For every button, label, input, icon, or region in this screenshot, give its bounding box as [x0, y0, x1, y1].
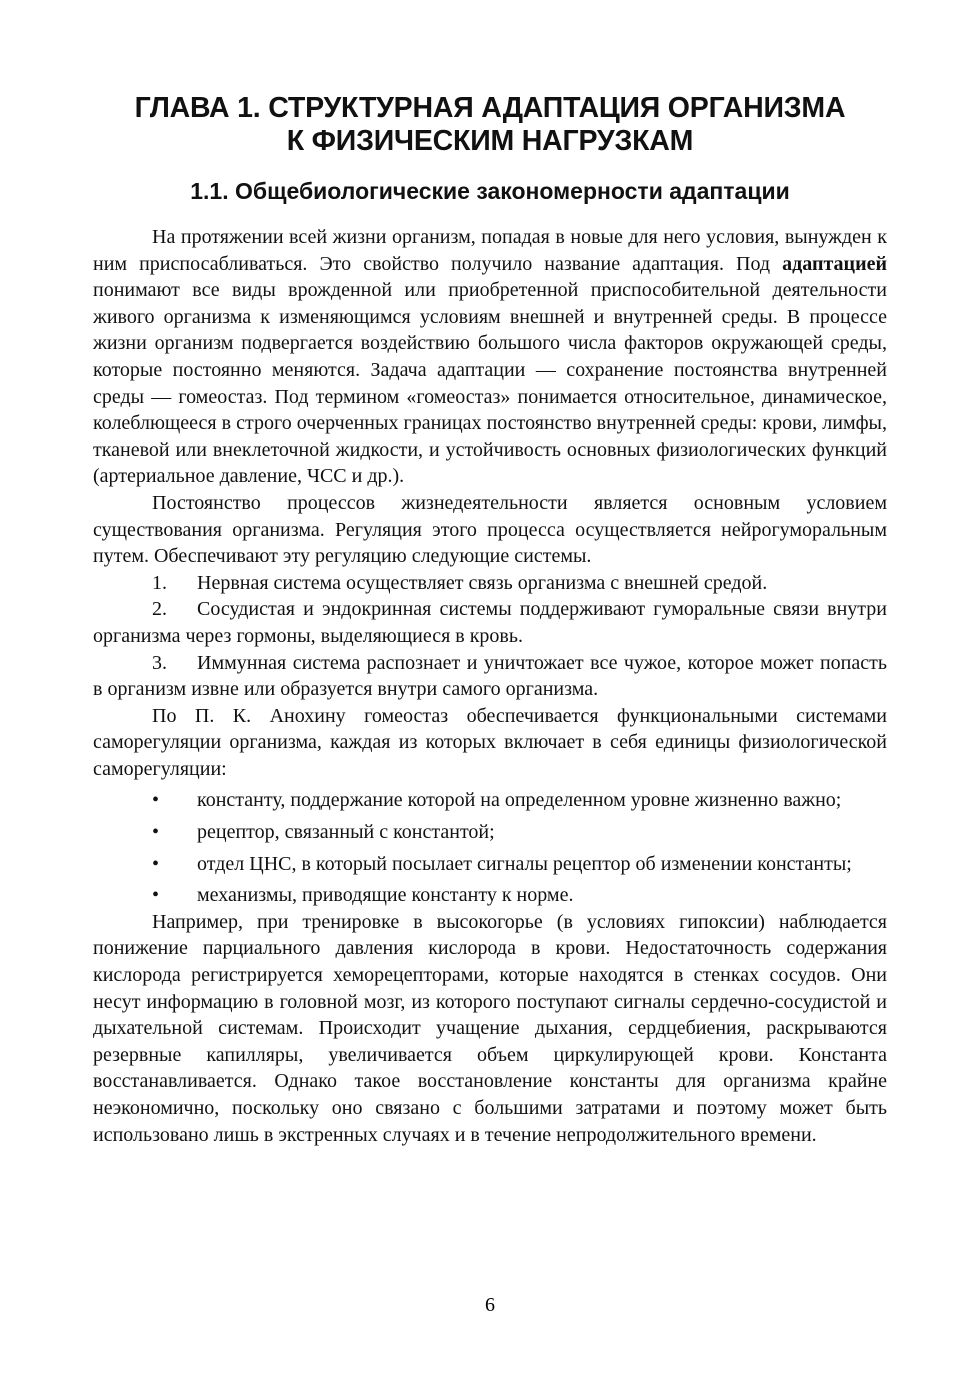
list-item-text: Иммунная система распознает и уничтожает все чужое, которое может попасть в организм извне или образуется внутри самого организма.: [93, 651, 887, 701]
term-adaptation: адаптацией: [782, 252, 887, 275]
paragraph-anokhin: По П. К. Анохину гомеостаз обеспечивается функциональными системами саморегуляции организма, каждая из которых включает в себя единицы физиологической саморегуляции:: [93, 704, 887, 780]
paragraph-adaptation-end: понимают все виды врожденной или приобретенной приспособительной деятельности живого организма к изменяющимся условиям внешней и внутренней среды. В процессе жизни организм подвергается воздействию большого числа факторов окружающей среды, которые постоянно меняются. Задача адаптации — сохранение постоянства внутренней среды — гомеостаз. Под термином «гомеостаз» понимается относительное, динамическое, колеблющееся в строго очерченных границах постоянство внутренней среды: крови, лимфы, тканевой или внеклеточной жидкости, и устойчивость основных физиологических функций (артериальное давление, ЧСС и др.).: [93, 279, 887, 488]
chapter-title: [93, 92, 887, 158]
paragraph-regulation: Постоянство процессов жизнедеятельности является основным условием существования организма. Регуляция этого процесса осуществляется нейрогуморальным путем. Обеспечивают эту регуляцию следующие системы.: [93, 491, 887, 568]
bullet-item-text: механизмы, приводящие константу к норме.: [197, 884, 574, 907]
bullet-marker: •: [152, 789, 160, 812]
chapter-title-line-2: К ФИЗИЧЕСКИМ НАГРУЗКАМ: [286, 125, 694, 157]
bullet-marker: •: [152, 852, 160, 875]
numbered-item-2: [93, 596, 887, 649]
list-marker: 1.: [152, 571, 167, 594]
bullet-item-text: рецептор, связанный с константой;: [197, 821, 495, 844]
paragraph-example: Например, при тренировке в высокогорье (в условиях гипоксии) наблюдается понижение парциального давления кислорода в крови. Недостаточность содержания кислорода регистрируется хеморецепторами, которые находятся в стенках сосудов. Они несут информацию в головной мозг, из которого поступают сигналы сердечно-сосудистой и дыхательной системам. Происходит учащение дыхания, сердцебиения, раскрываются резервные капилляры, увеличивается объем циркулирующей крови. Константа восстанавливается. Однако такое восстановление константы для организма крайне неэкономично, поскольку оно связано с большими затратами и поэтому может быть использовано лишь в экстренных случаях и в течение непродолжительного времени.: [93, 910, 887, 1146]
paragraph-adaptation: [93, 224, 887, 490]
section-title: 1.1. Общебиологические закономерности адаптации: [190, 178, 790, 204]
bullet-item-2: [93, 819, 887, 846]
bullet-item-text: отдел ЦНС, в который посылает сигналы рецептор об изменении константы;: [197, 852, 852, 875]
list-item-text: Нервная система осуществляет связь организма с внешней средой.: [197, 571, 768, 594]
bullet-item-1: [93, 787, 887, 814]
list-item-text: Сосудистая и эндокринная системы поддерживают гуморальные связи внутри организма через гормоны, выделяющиеся в кровь.: [93, 598, 887, 647]
page-number: 6: [485, 1294, 495, 1316]
numbered-item-3: [93, 650, 887, 703]
bullet-marker: •: [152, 884, 160, 907]
bullet-item-text: константу, поддержание которой на определенном уровне жизненно важно;: [197, 789, 842, 812]
bullet-item-3: [93, 851, 887, 878]
list-marker: 2.: [152, 598, 167, 621]
numbered-item-1: [93, 570, 887, 597]
list-marker: 3.: [152, 651, 167, 674]
chapter-title-line-1: ГЛАВА 1. СТРУКТУРНАЯ АДАПТАЦИЯ ОРГАНИЗМА: [134, 92, 846, 124]
bullet-marker: •: [152, 821, 160, 844]
body-text: [93, 224, 887, 1148]
bullet-item-4: [93, 882, 887, 909]
paragraph-adaptation-start: На протяжении всей жизни организм, попадая в новые для него условия, вынужден к ним приспосабливаться. Это свойство получило название адаптация. Под: [93, 226, 887, 275]
